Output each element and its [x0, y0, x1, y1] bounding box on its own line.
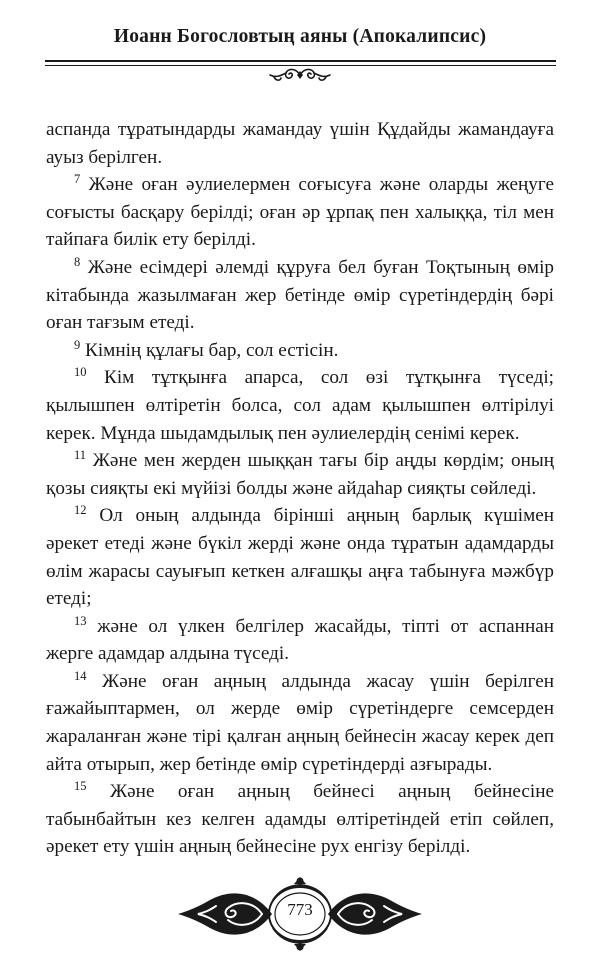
verse-text: Және оған әулиелермен соғысуға және оларды жеңуге соғысты басқару берілді; оған әр ұрпақ пен халыққа, тіл мен тайпаға билік ету берілді.	[46, 174, 555, 251]
verse-text: Кімнің құлағы бар, сол естісін.	[85, 339, 339, 361]
verse-15	[46, 778, 554, 861]
header-rule-thick	[45, 60, 556, 62]
verse-14	[46, 668, 554, 778]
verse-text: Және мен жерден шыққан тағы бір аңды көрдім; оның қозы сияқты екі мүйізі болды және айдаһар сияқты сөйледі.	[46, 450, 554, 499]
verse-text: Және оған аңның бейнесі аңның бейнесіне табынбайтын кез келген адамды өлтіретіндей етіп сөйлеп, әрекет ету үшін аңның бейнесіне рух енгізу берілді.	[46, 781, 555, 858]
verse-text: Және есімдері әлемді құруға бел буған Тоқтының өмір кітабында жазылмаған жер бетінде өмір сүретіндердің бәрі оған тағзым етеді.	[46, 256, 555, 334]
verse-10	[46, 364, 554, 447]
verse-number: 8	[74, 254, 81, 269]
header-scroll-ornament-icon	[266, 66, 334, 84]
verse-8	[46, 254, 554, 337]
page-number: 773	[287, 900, 313, 919]
verse-number: 14	[74, 668, 87, 683]
verse-number: 7	[74, 172, 81, 187]
verse-number: 12	[74, 503, 87, 518]
verse-12	[46, 502, 554, 612]
verse-text: және ол үлкен белгілер жасайды, тіпті от аспаннан жерге адамдар алдына түседі.	[46, 615, 554, 665]
verse-11	[46, 447, 554, 502]
verse-text: Және оған аңның алдында жасау үшін берілген ғажайыптармен, ол жерде өмір сүретіндерге семсерден жараланған және тірі қалған аңның бейнесін жасау керек деп айта отырып, жер бетінде өмір сүретіндерді азғырады.	[46, 670, 555, 775]
body-text	[46, 116, 554, 861]
verse-text: Ол оның алдында бірінші аңның барлық күшімен әрекет етеді және бүкіл жерді және онда тұратын адамдарды өлім жарасы сауығып кеткен алғашқы аңға табынуға мәжбүр етеді;	[46, 505, 554, 610]
verse-number: 13	[74, 613, 87, 628]
verse-7	[46, 171, 554, 254]
verse-number: 10	[74, 365, 87, 380]
verse-13	[46, 613, 554, 668]
verse-number: 15	[74, 779, 87, 794]
verse-text: аспанда тұратындарды жамандау үшін Құдайды жамандауға ауыз берілген.	[46, 119, 554, 168]
verse-6-continuation	[46, 116, 554, 171]
verse-9	[46, 337, 554, 365]
running-title: Иоанн Богословтың аяны (Апокалипсис)	[113, 26, 487, 47]
verse-text: Кім тұтқынға апарса, сол өзі тұтқынға түседі; қылышпен өлтіретін болса, сол адам қылышпен өлтірілуі керек. Мұнда шыдамдылық пен әулиелердің сенімі керек.	[46, 367, 554, 444]
verse-number: 11	[74, 448, 87, 463]
verse-number: 9	[74, 337, 81, 352]
